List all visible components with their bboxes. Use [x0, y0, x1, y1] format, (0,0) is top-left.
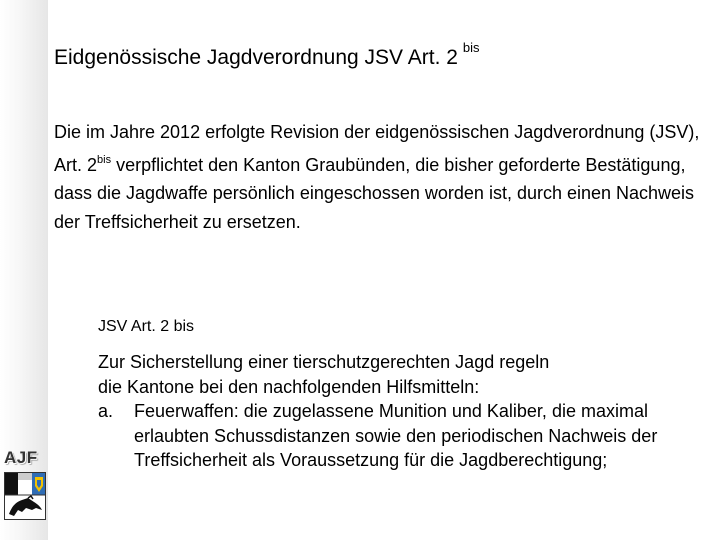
list-item: [98, 399, 698, 473]
slide-title-text: Eidgenössische Jagdverordnung JSV Art. 2: [54, 46, 458, 69]
quote-body: [98, 350, 698, 473]
list-item-marker: a.: [98, 401, 114, 421]
slide-title-superscript: bis: [462, 40, 480, 55]
quote-heading: JSV Art. 2 bis: [98, 318, 195, 335]
graubuenden-coat-of-arms-icon: [4, 472, 46, 520]
quote-line-2: die Kantone bei den nachfolgenden Hilfsmitteln:: [98, 376, 480, 397]
ajf-logo: [4, 448, 48, 524]
intro-text-part2: verpflichtet den Kanton Graubünden, die bisher geforderte Bestätigung, dass die Jagdwaffe persönlich eingeschossen worden ist, durch einen Nachweis der Treffsicherheit zu ersetzen.: [54, 154, 695, 232]
logo-text: AJF: [4, 448, 38, 467]
intro-paragraph: [54, 118, 714, 236]
list-item-text: Feuerwaffen: die zugelassene Munition und Kaliber, die maximal erlaubten Schussdistanzen sowie den periodischen Nachweis der Treffsicherheit als Voraussetzung für die Jagdberechtigung;: [134, 401, 658, 470]
quote-line-1: Zur Sicherstellung einer tierschutzgerechten Jagd regeln: [98, 352, 550, 372]
intro-text-part1: Die im Jahre 2012 erfolgte Revision der eidgenössischen Jagdverordnung (JSV), Art. 2: [54, 122, 700, 175]
slide-title: [54, 40, 480, 70]
quote-list: [98, 399, 698, 473]
intro-superscript: bis: [97, 153, 112, 166]
